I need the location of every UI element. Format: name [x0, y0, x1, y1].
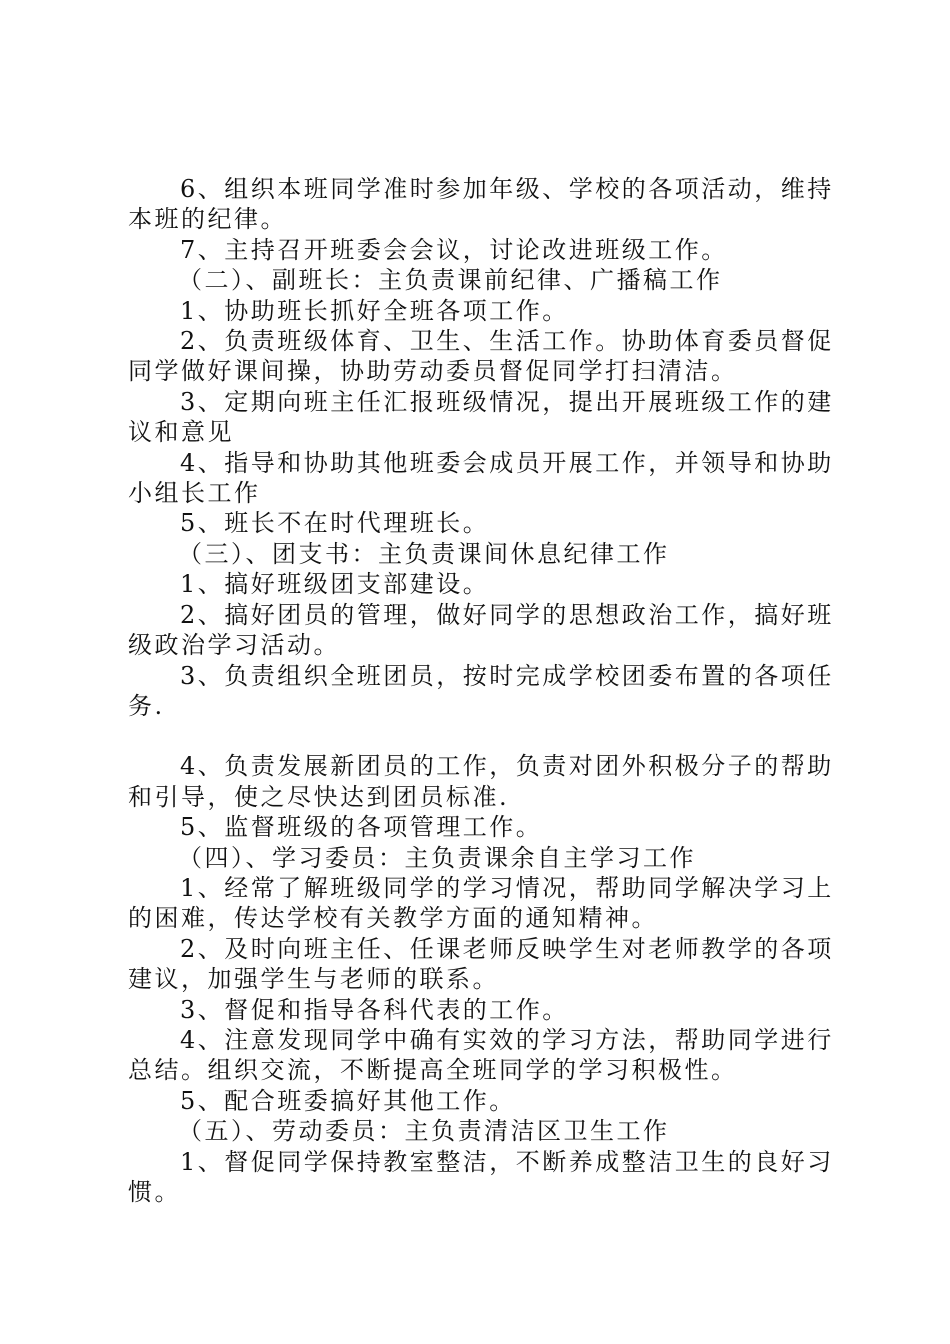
paragraph: 3、定期向班主任汇报班级情况，提出开展班级工作的建议和意见	[128, 387, 834, 447]
paragraph: 2、搞好团员的管理，做好同学的思想政治工作，搞好班级政治学习活动。	[128, 600, 834, 660]
section-heading: （四）、学习委员：主负责课余自主学习工作	[178, 843, 696, 872]
paragraph: 3、负责组织全班团员，按时完成学校团委布置的各项任务.	[128, 661, 834, 720]
paragraph: 7、主持召开班委会会议，讨论改进班级工作。	[180, 235, 728, 264]
paragraph: 1、经常了解班级同学的学习情况，帮助同学解决学习上的困难，传达学校有关教学方面的通知精神。	[128, 873, 834, 933]
paragraph: 2、及时向班主任、任课老师反映学生对老师教学的各项建议，加强学生与老师的联系。	[128, 934, 834, 994]
paragraph: 2、负责班级体育、卫生、生活工作。协助体育委员督促同学做好课间操，协助劳动委员督促同学打扫清洁。	[128, 327, 834, 386]
section-heading: （二）、副班长：主负责课前纪律、广播稿工作	[178, 266, 723, 295]
paragraph: 1、搞好班级团支部建设。	[180, 570, 490, 599]
paragraph: 5、监督班级的各项管理工作。	[180, 813, 543, 842]
document-body	[128, 174, 843, 1207]
paragraph: 5、配合班委搞好其他工作。	[180, 1086, 516, 1115]
paragraph: 6、组织本班同学准时参加年级、学校的各项活动，维持本班的纪律。	[128, 175, 834, 234]
paragraph-spacer	[128, 721, 843, 751]
paragraph: 4、指导和协助其他班委会成员开展工作，并领导和协助小组长工作	[128, 448, 834, 508]
paragraph: 5、班长不在时代理班长。	[180, 509, 490, 538]
paragraph: 1、协助班长抓好全班各项工作。	[180, 296, 569, 325]
paragraph: 4、负责发展新团员的工作，负责对团外积极分子的帮助和引导，使之尽快达到团员标准.	[128, 752, 834, 811]
section-heading: （五）、劳动委员：主负责清洁区卫生工作	[178, 1117, 670, 1146]
section-heading: （三）、团支书：主负责课间休息纪律工作	[178, 539, 670, 568]
paragraph: 4、注意发现同学中确有实效的学习方法，帮助同学进行总结。组织交流，不断提高全班同学的学习积极性。	[128, 1025, 834, 1085]
paragraph: 3、督促和指导各科代表的工作。	[180, 995, 569, 1024]
paragraph: 1、督促同学保持教室整洁，不断养成整洁卫生的良好习惯。	[128, 1147, 834, 1206]
